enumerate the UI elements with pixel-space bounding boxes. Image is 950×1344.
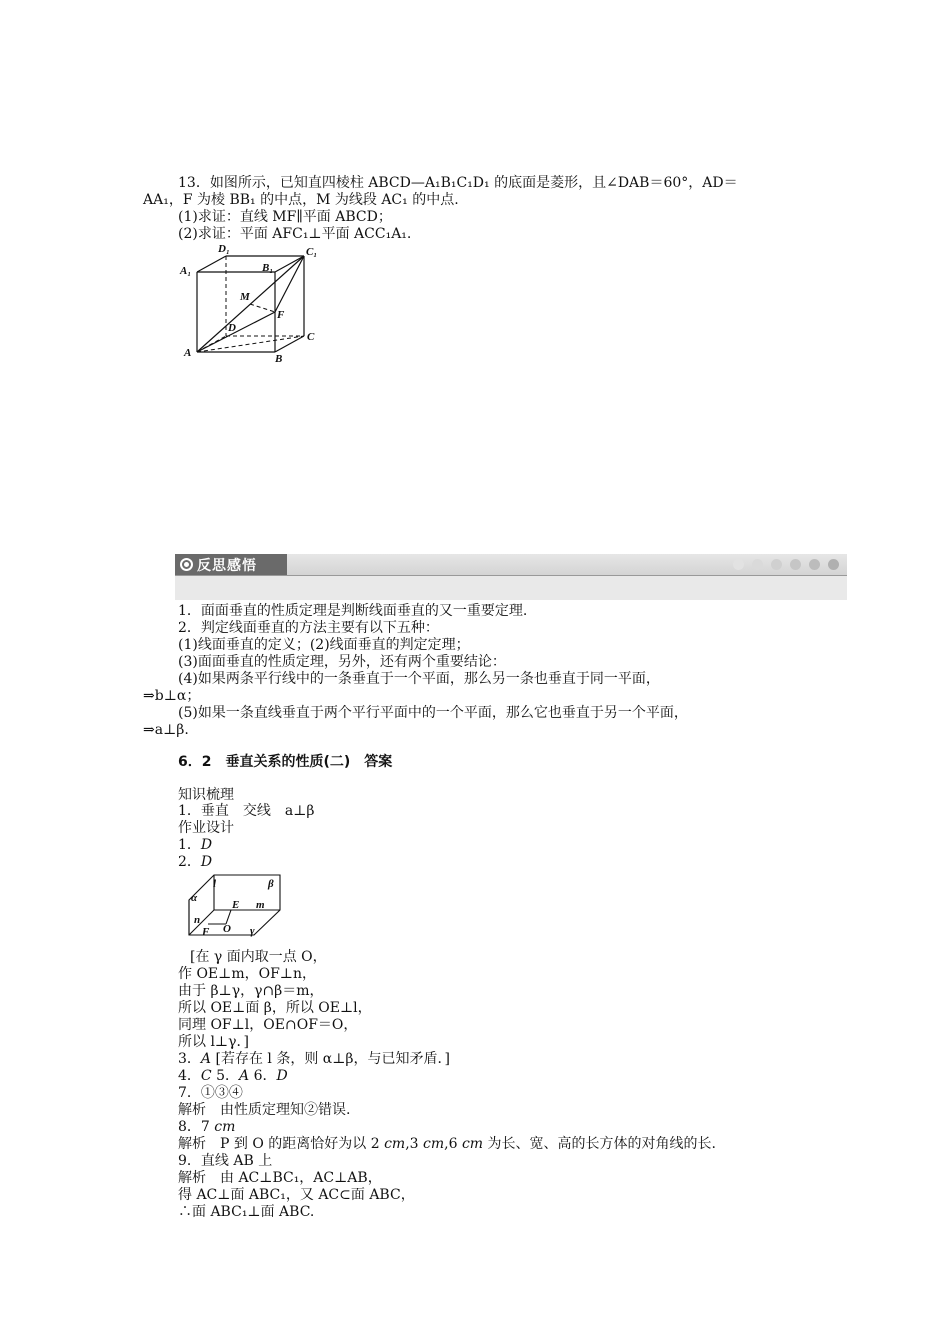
homework-q9-explain: 得 AC⊥面 ABC₁，又 AC⊂面 ABC， — [178, 1187, 415, 1203]
proof-line: [在 γ 面内取一点 O， — [190, 949, 327, 965]
proof-line: 作 OE⊥m，OF⊥n， — [178, 966, 316, 982]
reflection-line: (4)如果两条平行线中的一条垂直于一个平面，那么另一条也垂直于同一平面， — [178, 671, 660, 687]
label-beta: β — [268, 878, 274, 890]
dot-icon — [771, 559, 782, 570]
label-m: m — [256, 899, 265, 911]
label-m: M — [240, 291, 250, 303]
label-a: A — [184, 347, 192, 359]
section-knowledge: 知识梳理 — [178, 787, 234, 803]
reflection-line: (5)如果一条直线垂直于两个平行平面中的一个平面，那么它也垂直于另一个平面， — [178, 705, 688, 721]
edge-a1d1 — [197, 256, 226, 272]
segment-af — [197, 312, 275, 352]
label-o: O — [223, 923, 231, 935]
proof-line: 同理 OF⊥l，OE∩OF＝O， — [178, 1017, 358, 1033]
label-a1: A₁ — [180, 265, 192, 277]
homework-q8: 8．7 cm — [178, 1119, 236, 1135]
banner-dots — [733, 559, 839, 570]
problem13-line1: 13．如图所示，已知直四棱柱 ABCD—A₁B₁C₁D₁ 的底面是菱形，且∠DAB＝60°，AD＝ — [178, 175, 738, 191]
proof-line: 所以 OE⊥面 β，所以 OE⊥l， — [178, 1000, 372, 1016]
reflection-line: ⇒a⊥β. — [143, 722, 189, 738]
label-f: F — [202, 926, 210, 938]
answers-heading: 6．2 垂直关系的性质(二) 答案 — [178, 754, 393, 770]
dot-icon — [828, 559, 839, 570]
prism-figure — [176, 240, 326, 366]
label-n: n — [194, 914, 201, 926]
banner-title: 反思感悟 — [197, 558, 257, 574]
label-gamma: γ — [250, 925, 255, 937]
homework-q1: 1．D — [178, 837, 213, 853]
bullet-icon — [180, 558, 193, 571]
label-d: D — [228, 322, 236, 334]
banner-tab — [175, 554, 287, 575]
dot-icon — [790, 559, 801, 570]
problem13-part1: (1)求证：直线 MF∥平面 ABCD； — [178, 209, 392, 225]
dot-icon — [733, 559, 744, 570]
reflection-line: ⇒b⊥α； — [143, 688, 201, 704]
label-e: E — [232, 899, 240, 911]
homework-q7: 7．①③④ — [178, 1085, 243, 1101]
reflection-line: (3)面面垂直的性质定理，另外，还有两个重要结论： — [178, 654, 506, 670]
label-d1: D₁ — [218, 243, 230, 255]
label-f: F — [277, 309, 285, 321]
reflection-banner — [175, 554, 847, 600]
segment-oe — [226, 910, 231, 924]
reflection-line: (1)线面垂直的定义；(2)线面垂直的判定定理； — [178, 637, 470, 653]
homework-q2: 2．D — [178, 854, 213, 870]
planes-figure — [186, 872, 286, 940]
reflection-line: 1．面面垂直的性质定理是判断线面垂直的又一重要定理. — [178, 603, 528, 619]
problem13-line2: AA₁，F 为棱 BB₁ 的中点，M 为线段 AC₁ 的中点. — [143, 192, 459, 208]
dot-icon — [809, 559, 820, 570]
label-l: l — [213, 878, 217, 890]
label-c: C — [307, 331, 315, 343]
problem13-part2: (2)求证：平面 AFC₁⊥平面 ACC₁A₁. — [178, 226, 412, 242]
homework-q4-6: 4．C 5．A 6．D — [178, 1068, 288, 1084]
homework-q7-explain: 解析 由性质定理知②错误. — [178, 1102, 351, 1118]
dot-icon — [752, 559, 763, 570]
section-homework: 作业设计 — [178, 820, 234, 836]
proof-line: 由于 β⊥γ，γ∩β＝m， — [178, 983, 324, 999]
homework-q9-explain: ∴面 ABC₁⊥面 ABC. — [178, 1204, 315, 1220]
answer-1: 1．垂直 交线 a⊥β — [178, 803, 315, 819]
segment-mf-hidden — [250, 304, 275, 312]
label-alpha: α — [191, 892, 198, 904]
homework-q8-explain: 解析 P 到 O 的距离恰好为以 2 cm,3 cm,6 cm 为长、宽、高的长方体的对角线的长. — [178, 1136, 716, 1152]
homework-q3: 3．A [若存在 l 条，则 α⊥β，与已知矛盾．] — [178, 1051, 450, 1067]
homework-q9-explain: 解析 由 AC⊥BC₁，AC⊥AB， — [178, 1170, 382, 1186]
reflection-line: 2．判定线面垂直的方法主要有以下五种： — [178, 620, 439, 636]
label-b1: B₁ — [262, 262, 274, 274]
homework-q9: 9．直线 AB 上 — [178, 1153, 273, 1169]
banner-lower-band — [175, 576, 847, 600]
label-b: B — [275, 353, 283, 365]
proof-line: 所以 l⊥γ．] — [178, 1034, 249, 1050]
label-c1: C₁ — [306, 246, 318, 258]
